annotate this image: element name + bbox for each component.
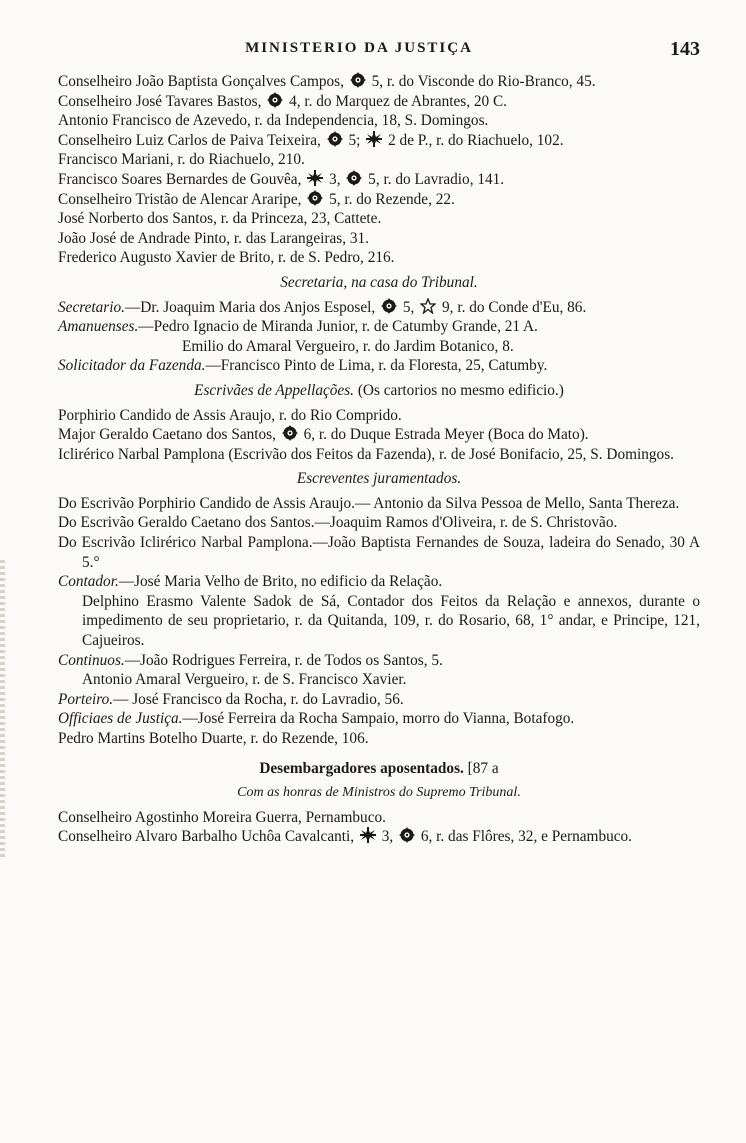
continuos-entry: Continuos.—João Rodrigues Ferreira, r. de Todos os Santos, 5. bbox=[58, 651, 443, 669]
member-entry: Conselheiro José Tavares Bastos, 4, r. do Marquez de Abrantes, 20 C. bbox=[58, 92, 508, 110]
officiaes-entry: Officiaes de Justiça.—José Ferreira da Rocha Sampaio, morro do Vianna, Botafogo. bbox=[58, 710, 575, 728]
escrivao-entry: Major Geraldo Caetano dos Santos, 6, r. do Duque Estrada Meyer (Boca do Mato). bbox=[58, 426, 589, 444]
member-entry: João José de Andrade Pinto, r. das Larangeiras, 31. bbox=[58, 229, 369, 247]
member-entry: Antonio Francisco de Azevedo, r. da Independencia, 18, S. Domingos. bbox=[58, 112, 489, 130]
solicitador-entry: Solicitador da Fazenda.—Francisco Pinto de Lima, r. da Floresta, 25, Catumby. bbox=[58, 357, 548, 375]
section-heading-escrivaes: Escrivães de Appellações. (Os cartorios no mesmo edificio.) bbox=[194, 381, 564, 399]
role-label: Continuos. bbox=[58, 651, 125, 669]
role-label: Porteiro. bbox=[58, 690, 114, 708]
rose-order-icon bbox=[346, 170, 362, 186]
role-label: Secretario. bbox=[58, 298, 125, 316]
maltese-cross-icon bbox=[360, 827, 376, 843]
secretario-entry: Secretario.—Dr. Joaquim Maria dos Anjos Esposel, 5, 9, r. do Conde d'Eu, 86. bbox=[58, 298, 587, 316]
role-label: Solicitador da Fazenda. bbox=[58, 357, 206, 375]
role-label: Officiaes de Justiça. bbox=[58, 710, 183, 728]
amanuenses-entry: Amanuenses.—Pedro Ignacio de Miranda Junior, r. de Catumby Grande, 21 A. bbox=[58, 318, 538, 336]
section-heading-escreventes: Escreventes juramentados. bbox=[296, 470, 462, 488]
rose-order-icon bbox=[399, 827, 415, 843]
star-icon bbox=[420, 298, 436, 314]
section-heading-secretaria: Secretaria, na casa do Tribunal. bbox=[280, 273, 478, 291]
rose-order-icon bbox=[282, 425, 298, 441]
running-title: MINISTERIO DA JUSTIÇA bbox=[245, 40, 473, 56]
rose-order-icon bbox=[267, 92, 283, 108]
section-heading-aposentados: Desembargadores aposentados. [87 a bbox=[259, 759, 499, 777]
escrivao-entry: Iclirérico Narbal Pamplona (Escrivão dos Feitos da Fazenda), r. de José Bonifacio, 25, S. Domingos. bbox=[58, 445, 674, 463]
page-number: 143 bbox=[670, 38, 700, 60]
role-label: Contador. bbox=[58, 573, 119, 591]
scan-edge-mark bbox=[0, 560, 5, 860]
member-entry: Frederico Augusto Xavier de Brito, r. de S. Pedro, 216. bbox=[58, 249, 395, 267]
porteiro-entry: Porteiro.— José Francisco da Rocha, r. do Lavradio, 56. bbox=[58, 690, 404, 708]
pedro-entry: Pedro Martins Botelho Duarte, r. do Rezende, 106. bbox=[58, 730, 369, 747]
escrevente-entry: Do Escrivão Geraldo Caetano dos Santos.—Joaquim Ramos d'Oliveira, r. de S. Christovão. bbox=[58, 514, 618, 532]
amanuenses-entry-2: Emilio do Amaral Vergueiro, r. do Jardim Botanico, 8. bbox=[182, 337, 514, 355]
page-header bbox=[58, 38, 700, 72]
role-label: Amanuenses. bbox=[58, 318, 139, 336]
member-entry: Conselheiro João Baptista Gonçalves Campos, 5, r. do Visconde do Rio-Branco, 45. bbox=[58, 73, 596, 90]
member-entry: Conselheiro Luiz Carlos de Paiva Teixeira, 5; 2 de P., r. do Riachuelo, 102. bbox=[58, 131, 564, 149]
maltese-cross-icon bbox=[366, 131, 382, 147]
continuos-entry-2: Antonio Amaral Vergueiro, r. de S. Francisco Xavier. bbox=[82, 671, 407, 689]
member-entry: Conselheiro Tristão de Alencar Araripe, 5, r. do Rezende, 22. bbox=[58, 190, 455, 208]
contador-entry: Contador.—José Maria Velho de Brito, no edificio da Relação. bbox=[58, 573, 443, 591]
maltese-cross-icon bbox=[307, 170, 323, 186]
escrevente-entry: Do Escrivão Porphirio Candido de Assis Araujo.— Antonio da Silva Pessoa de Mello, Santa Thereza. bbox=[58, 494, 680, 512]
rose-order-icon bbox=[350, 72, 366, 88]
page-body bbox=[58, 72, 700, 847]
contador-entry-2: Delphino Erasmo Valente Sadok de Sá, Contador dos Feitos da Relação e annexos, durante o impedimento de seu proprietario, r. da Quitanda, 109, r. do Rosario, 68, 1° andar, e Principe, 121, Cajueiros. bbox=[82, 592, 700, 650]
rose-order-icon bbox=[307, 190, 323, 206]
member-entry: Francisco Soares Bernardes de Gouvêa, 3, 5, r. do Lavradio, 141. bbox=[58, 170, 505, 188]
escrivao-entry: Porphirio Candido de Assis Araujo, r. do Rio Comprido. bbox=[58, 406, 402, 424]
aposentado-entry: Conselheiro Agostinho Moreira Guerra, Pernambuco. bbox=[58, 808, 386, 826]
member-entry: José Norberto dos Santos, r. da Princeza, 23, Cattete. bbox=[58, 210, 382, 228]
section-subheading-aposentados: Com as honras de Ministros do Supremo Tribunal. bbox=[237, 785, 521, 801]
escrevente-entry: Do Escrivão Iclirérico Narbal Pamplona.—João Baptista Fernandes de Souza, ladeira do Senado, 30 A 5.° bbox=[58, 534, 700, 571]
rose-order-icon bbox=[327, 131, 343, 147]
member-entry: Francisco Mariani, r. do Riachuelo, 210. bbox=[58, 151, 305, 169]
rose-order-icon bbox=[381, 298, 397, 314]
aposentado-entry: Conselheiro Alvaro Barbalho Uchôa Cavalcanti, 3, 6, r. das Flôres, 32, e Pernambuco. bbox=[58, 828, 633, 846]
